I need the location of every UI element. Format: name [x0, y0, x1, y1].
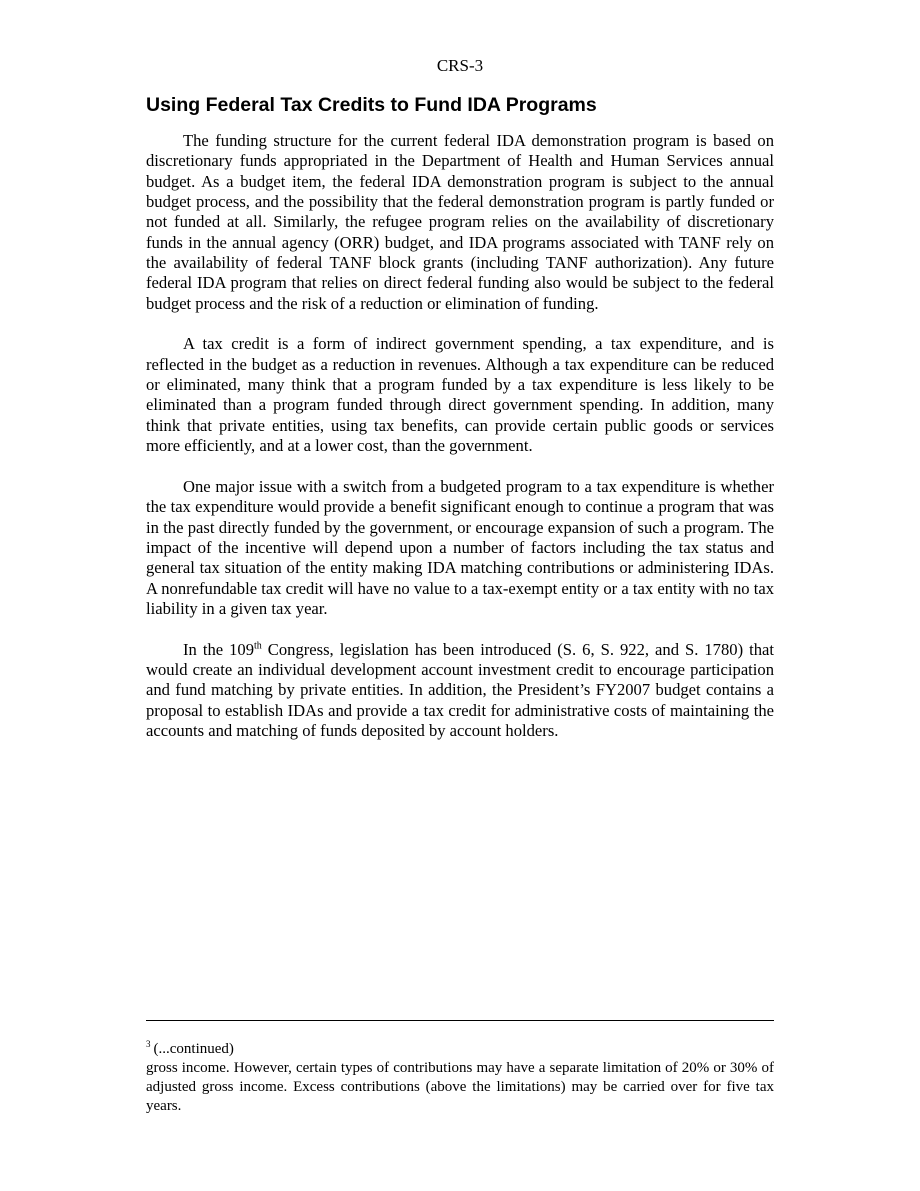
footnote-continued-line [146, 1040, 774, 1059]
footnote [146, 1040, 774, 1116]
footnote-marker: 3 [146, 1039, 151, 1049]
section-heading: Using Federal Tax Credits to Fund IDA Programs [146, 94, 597, 116]
footnote-text: gross income. However, certain types of contributions may have a separate limitation of 20% or 30% of adjusted gross income. Excess contributions (above the limitations) may be carried over for five tax years. [146, 1060, 774, 1114]
footnote-continued-label: (...continued) [153, 1041, 234, 1057]
paragraph-major-issue: One major issue with a switch from a budgeted program to a tax expenditure is whether the tax expenditure would provide a benefit significant enough to continue a program that was in the past directly funded by the government, or encourage expansion of such a program. The impact of the incentive will depend upon a number of factors including the tax status and general tax situation of the entity making IDA matching contributions or administering IDAs. A nonrefundable tax credit will have no value to a tax-exempt entity or a tax entity with no tax liability in a given tax year. [146, 476, 774, 618]
paragraph-tax-credit-definition: A tax credit is a form of indirect government spending, a tax expenditure, and is reflected in the budget as a reduction in revenues. Although a tax expenditure can be reduced or eliminated, many think that a program funded by a tax expenditure is less likely to be eliminated than a program funded through direct government spending. In addition, many think that private entities, using tax benefits, can provide certain public goods or services more efficiently, and at a lower cost, than the government. [146, 334, 774, 456]
main-content [146, 93, 774, 762]
footnote-divider [146, 1020, 774, 1021]
page-number-header: CRS-3 [436, 56, 484, 75]
legislation-lead-text: In the 109 [183, 639, 254, 659]
paragraph-funding-structure: The funding structure for the current federal IDA demonstration program is based on discretionary funds appropriated in the Department of Health and Human Services annual budget. As a budget item, the federal IDA demonstration program is subject to the annual budget process, and the possibility that the federal demonstration program is partly funded or not funded at all. Similarly, the refugee program relies on the availability of discretionary funds in the annual agency (ORR) budget, and IDA programs associated with TANF rely on the availability of federal TANF block grants (including TANF authorization). Any future federal IDA program that relies on direct federal funding also would be subject to the federal budget process and the risk of a reduction or elimination of funding. [146, 131, 774, 313]
paragraph-legislation [146, 640, 774, 742]
legislation-body-text: Congress, legislation has been introduced (S. 6, S. 922, and S. 1780) that would create an individual development account investment credit to encourage participation and fund matching by private entities. In addition, the President’s FY2007 budget contains a proposal to establish IDAs and provide a tax credit for administrative costs of maintaining the accounts and matching of funds deposited by account holders. [146, 639, 774, 740]
ordinal-superscript: th [254, 640, 262, 652]
